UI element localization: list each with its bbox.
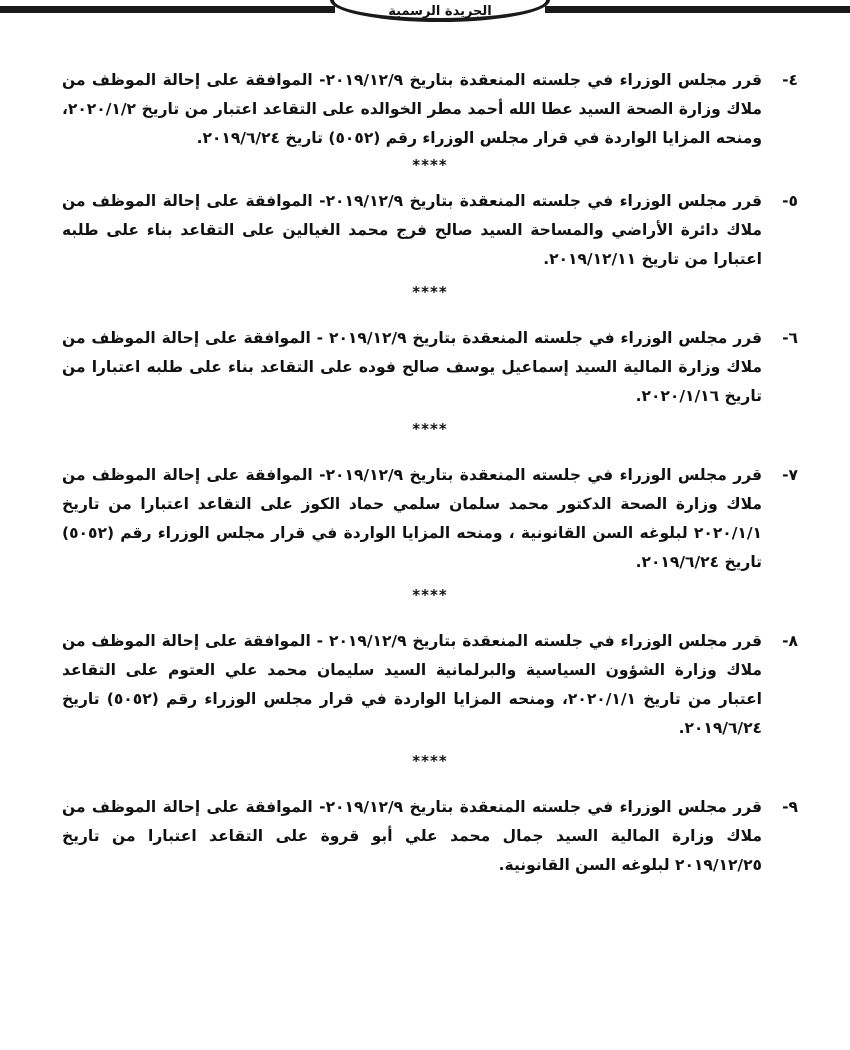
header-rule-left — [0, 6, 335, 13]
decision-item-5 — [62, 187, 798, 274]
item-number: ٩- — [782, 798, 798, 816]
item-number: ٥- — [782, 192, 798, 210]
section-separator: **** — [412, 752, 448, 770]
gazette-title: الجريدة الرسمية — [388, 4, 492, 19]
decision-item-7 — [62, 461, 798, 577]
decision-item-4 — [62, 66, 798, 153]
section-separator: **** — [412, 586, 448, 604]
header-rule-right — [545, 6, 850, 13]
item-number: ٤- — [782, 71, 798, 89]
decisions-list — [62, 66, 798, 880]
item-text: قرر مجلس الوزراء في جلسته المنعقدة بتاريخ ٢٠١٩/١٢/٩- الموافقة على إحالة الموظف من ملاك دائرة الأراضي والمساحة السيد صالح فرج محمد الغيالين على التقاعد بناء على طلبه اعتبارا من تاريخ ٢٠١٩/١٢/١١. — [62, 192, 762, 268]
decision-item-9 — [62, 793, 798, 880]
section-separator: **** — [412, 420, 448, 438]
decision-item-6 — [62, 324, 798, 411]
item-text: قرر مجلس الوزراء في جلسته المنعقدة بتاريخ ٢٠١٩/١٢/٩- الموافقة على إحالة الموظف من ملاك وزارة الصحة السيد عطا الله أحمد مطر الخوالده على التقاعد اعتبار من تاريخ ٢٠٢٠/١/٢، ومنحه المزايا الواردة في قرار مجلس الوزراء رقم (٥٠٥٢) تاريخ ٢٠١٩/٦/٢٤. — [62, 71, 762, 147]
item-text: قرر مجلس الوزراء في جلسته المنعقدة بتاريخ ٢٠١٩/١٢/٩ - الموافقة على إحالة الموظف من ملاك وزارة الشؤون السياسية والبرلمانية السيد سليمان محمد علي العتوم على التقاعد اعتبار من تاريخ ٢٠٢٠/١/١، ومنحه المزايا الواردة في قرار مجلس الوزراء رقم (٥٠٥٢) تاريخ ٢٠١٩/٦/٢٤. — [62, 632, 762, 737]
item-number: ٧- — [782, 466, 798, 484]
item-text: قرر مجلس الوزراء في جلسته المنعقدة بتاريخ ٢٠١٩/١٢/٩ - الموافقة على إحالة الموظف من ملاك وزارة المالية السيد إسماعيل يوسف صالح فوده على التقاعد بناء على طلبه اعتبارا من تاريخ ٢٠٢٠/١/١٦. — [62, 329, 762, 405]
item-number: ٦- — [782, 329, 798, 347]
decision-item-8 — [62, 627, 798, 743]
section-separator: **** — [412, 156, 448, 174]
section-separator: **** — [412, 283, 448, 301]
item-text: قرر مجلس الوزراء في جلسته المنعقدة بتاريخ ٢٠١٩/١٢/٩- الموافقة على إحالة الموظف من ملاك وزارة الصحة الدكتور محمد سلمان سلمي حماد الكوز على التقاعد اعتبارا من تاريخ ٢٠٢٠/١/١ لبلوغه السن القانونية ، ومنحه المزايا الواردة في قرار مجلس الوزراء رقم (٥٠٥٢) تاريخ ٢٠١٩/٦/٢٤. — [62, 466, 762, 571]
item-text: قرر مجلس الوزراء في جلسته المنعقدة بتاريخ ٢٠١٩/١٢/٩- الموافقة على إحالة الموظف من ملاك وزارة المالية السيد جمال محمد علي أبو قروة على التقاعد اعتبارا من تاريخ ٢٠١٩/١٢/٢٥ لبلوغه السن القانونية. — [62, 798, 762, 874]
item-number: ٨- — [782, 632, 798, 650]
